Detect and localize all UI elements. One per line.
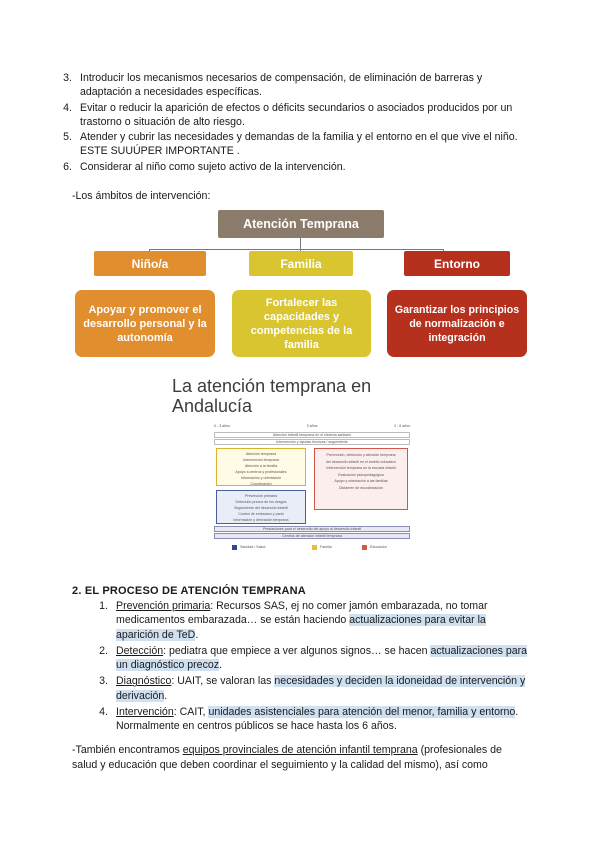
legend-swatch [312, 545, 317, 550]
legend-educacion [362, 544, 402, 550]
list-text [116, 644, 528, 673]
text-part: : UAIT, se valoran las [171, 675, 275, 688]
cell-text: Detección precoz de los riesgos [235, 500, 287, 504]
cell-text: Coordinación [250, 482, 272, 486]
text-part: . [195, 628, 199, 641]
list-item [36, 130, 532, 159]
list-item [36, 101, 532, 130]
box-sanidad [216, 490, 306, 524]
age-mid: 3 años [306, 424, 318, 428]
cell-text: Atención a la familia [244, 464, 278, 468]
highlight: unidades asistenciales para atención del menor, familia y entorno [208, 706, 516, 719]
term: Detección [116, 644, 164, 657]
list-number: 1. [99, 600, 108, 612]
legend-familia [312, 544, 352, 550]
list-item [72, 599, 528, 642]
list-item [72, 644, 528, 673]
list-item [72, 674, 528, 703]
text-part: : pediatra que empiece a ver algunos signos… se hacen [163, 644, 431, 657]
list-number: 6. [63, 160, 72, 173]
text-part: . [219, 659, 223, 672]
cell-text: Control de embarazo y parto [238, 512, 284, 516]
age-left: 0 - 3 años [214, 424, 230, 428]
diagram-root: Atención Temprana [218, 210, 384, 238]
list-text: Introducir los mecanismos necesarios de compensación, de eliminación de barreras y adaptación a necesidades específicas. [80, 72, 483, 99]
term: Prevención primaria [116, 600, 211, 612]
final-paragraph [72, 743, 527, 772]
cell-text: del desarrollo infantil en el ámbito educativo [326, 459, 396, 464]
list-text [116, 705, 528, 734]
age-right: 3 - 6 años [394, 424, 410, 428]
list-text: Evitar o reducir la aparición de efectos o déficits secundarios o asociados producidos por un trastorno o situación de alto riesgo. [80, 101, 513, 128]
legend-swatch [362, 545, 367, 550]
objectives-list [63, 71, 532, 175]
list-number: 3. [63, 72, 72, 84]
list-item [36, 160, 532, 174]
row-centros: Centros de atención infantil temprana [214, 533, 410, 539]
ambitos-label: -Los ámbitos de intervención: [72, 190, 211, 202]
andalucia-table [214, 424, 410, 552]
row-intervencion: Intervención y ayudas técnicas / seguimiento [214, 439, 410, 445]
text-part: (profesionales de salud y educación que deben coordinar el seguimiento y la calidad del mismo), así como [72, 744, 502, 771]
connector-line [149, 249, 443, 250]
list-text [116, 599, 528, 642]
highlight: actualizaciones para un diagnóstico precoz [116, 644, 528, 672]
desc-nino: Apoyar y promover el desarrollo personal y la autonomía [75, 290, 215, 357]
legend-label: Sanidad / Salud [240, 545, 266, 549]
row-prestaciones: Prestaciones para el desarrollo del apoyo al desarrollo infantil [214, 526, 410, 532]
andalucia-title-line1: La atención temprana en [172, 376, 372, 396]
cell-text: Intervención temprana en la escuela infantil [326, 466, 396, 470]
text-part: : Recursos SAS, ej no comer jamón embarazada, no tomar medicamentos embarazada… se están haciendo [116, 600, 488, 627]
text-part: . Normalmente en centros públicos se hace hasta los 6 años. [116, 706, 519, 733]
cell-text: Evaluación psicopedagógica [338, 472, 384, 477]
branch-familia: Familia [249, 251, 353, 276]
cell-text: Apoyo a centros y profesionales [235, 470, 287, 474]
list-item [72, 705, 528, 734]
cell-text: Dictamen de escolarización [339, 485, 383, 490]
cell-text: Atención temprana [245, 452, 277, 456]
term: Diagnóstico [116, 675, 172, 688]
list-text: Atender y cubrir las necesidades y demandas de la familia y el entorno en el que vive el niño. ESTE SUUÚPER IMPORTANTE . [80, 131, 518, 158]
process-list [99, 599, 528, 736]
list-text: Considerar al niño como sujeto activo de la intervención. [80, 160, 346, 173]
highlight: actualizaciones para evitar la aparición de TeD [116, 614, 486, 641]
cell-text: Apoyo y orientación a las familias [334, 479, 388, 483]
cell-text: Prevención primaria [245, 494, 277, 498]
text-part: -También encontramos [72, 744, 183, 756]
row-sanitario: Atención infantil temprana en el sistema sanitario [214, 432, 410, 438]
text-part: . [164, 689, 168, 702]
section-heading: 2. EL PROCESO DE ATENCIÓN TEMPRANA [72, 585, 306, 597]
legend-label: Educación [370, 545, 387, 549]
highlight: necesidades y deciden la idoneidad de intervención y derivación [116, 675, 526, 702]
legend-sanidad [232, 544, 272, 550]
legend-label: Familia [320, 545, 332, 549]
term: Intervención [116, 706, 174, 719]
list-number: 3. [99, 675, 108, 688]
list-text [116, 674, 528, 703]
age-row [214, 424, 410, 430]
box-educacion [314, 448, 408, 510]
cell-text: Información y derivación temprana [233, 518, 289, 522]
branch-nino: Niño/a [94, 251, 206, 276]
legend-swatch [232, 545, 237, 550]
desc-familia: Fortalecer las capacidades y competencias de la familia [232, 290, 371, 357]
list-number: 4. [99, 706, 108, 719]
andalucia-title-line2: Andalucía [172, 396, 253, 416]
cell-text: Prevención, detección y atención temprana [326, 453, 396, 457]
list-item [36, 71, 532, 100]
term: equipos provinciales de atención infantil temprana [182, 744, 418, 756]
cell-text: Intervención temprana [243, 458, 279, 462]
text-part: : CAIT, [173, 706, 209, 719]
box-familia [216, 448, 306, 486]
branch-entorno: Entorno [404, 251, 510, 276]
cell-text: Seguimiento del desarrollo infantil [234, 506, 288, 510]
cell-text: Información y orientación [240, 476, 282, 480]
list-number: 5. [63, 131, 72, 144]
list-number: 2. [99, 644, 108, 657]
desc-entorno: Garantizar los principios de normalización e integración [387, 290, 527, 357]
list-number: 4. [63, 101, 72, 114]
andalucia-title [172, 376, 371, 416]
